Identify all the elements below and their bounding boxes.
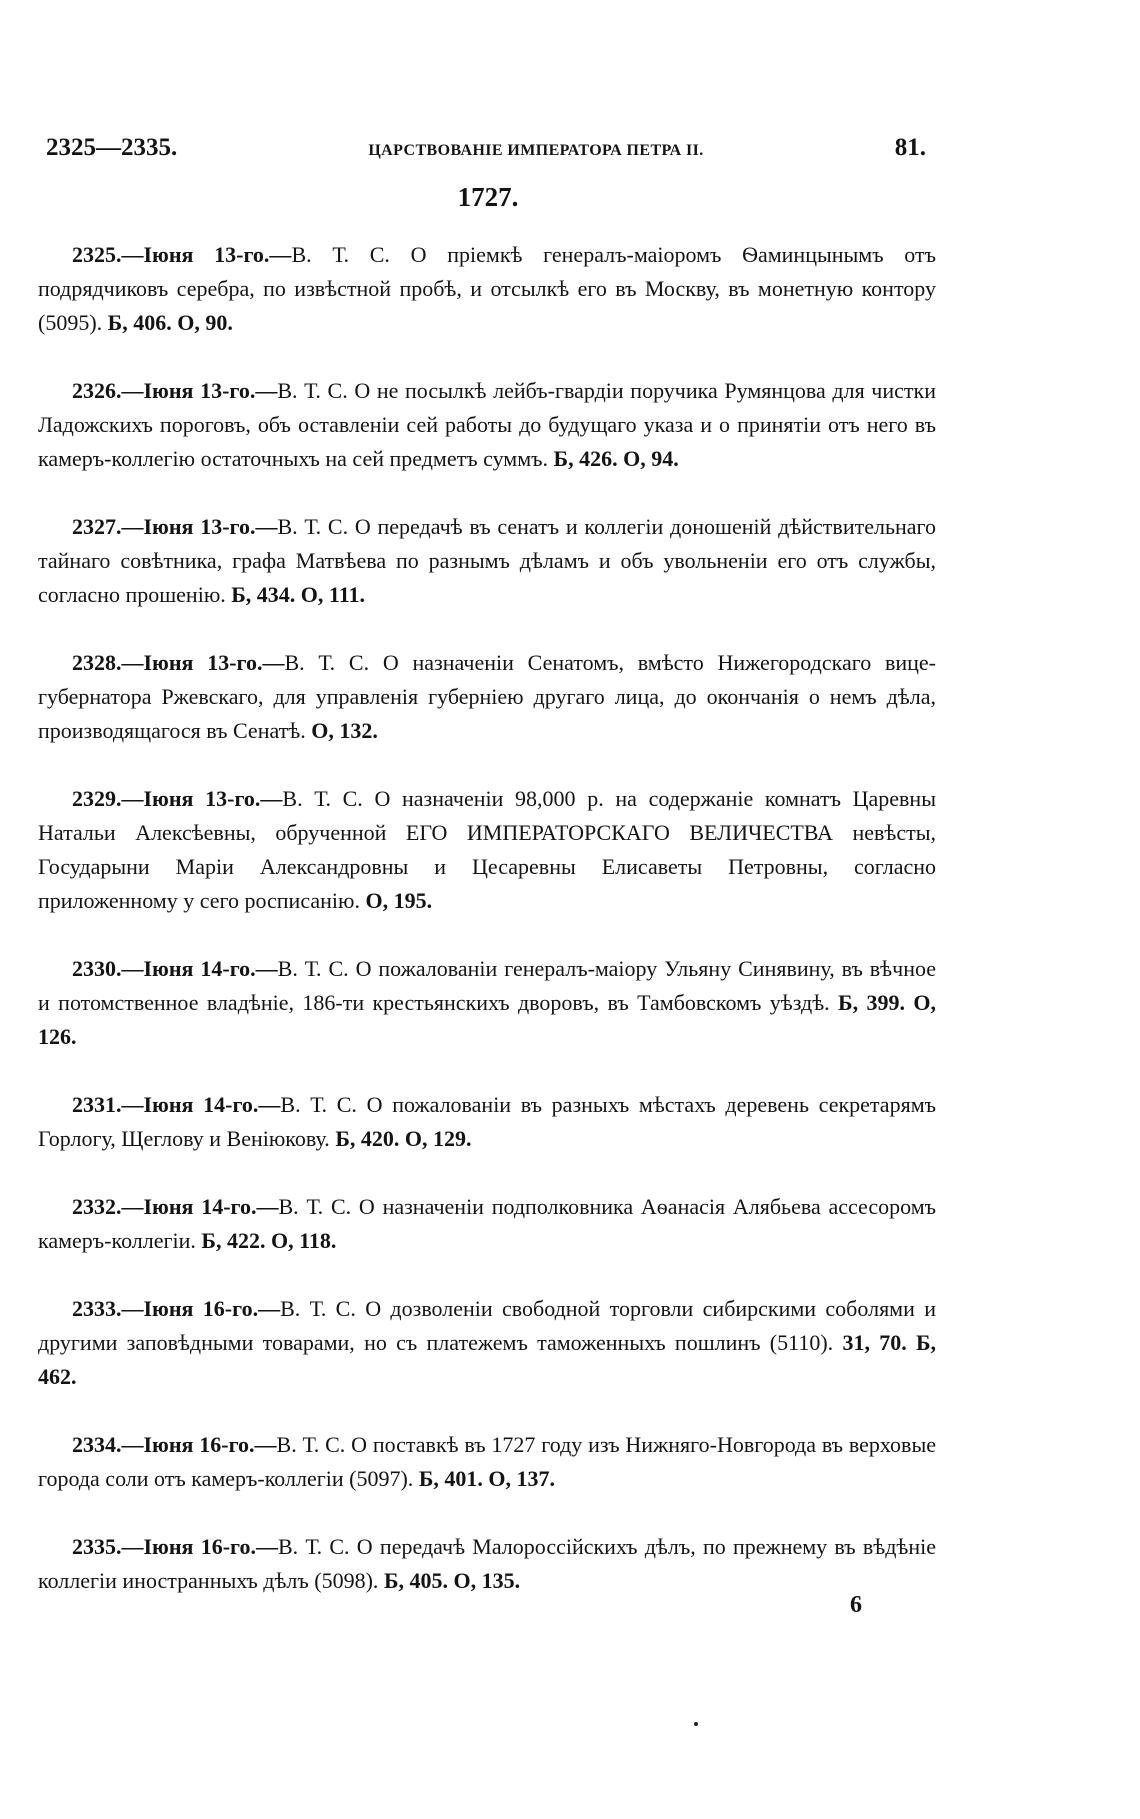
entry-text: О не посылкѣ лейбъ-гвардіи поручика Румянцова для чистки Ладожскихъ пороговъ, объ оставленіи сей работы до будущаго указа и о принятіи отъ него въ камеръ-коллегію остаточныхъ на сей предметъ суммъ. xyxy=(38,378,936,471)
entry-refs: Б, 426. О, 94. xyxy=(553,446,679,471)
entry-number: 2325. xyxy=(72,242,122,267)
entry-text: О пріемкѣ генералъ-маіоромъ Ѳаминцынымъ отъ подрядчиковъ серебра, по извѣстной пробѣ, и отсылкѣ его въ Москву, въ монетную контору (5095). xyxy=(38,242,937,335)
entry-source: В. Т. С. xyxy=(277,378,348,403)
entry-text: О поставкѣ въ 1727 году изъ Нижняго-Новгорода въ верховые города соли отъ камеръ-коллегіи (5097). xyxy=(38,1432,936,1491)
entry-refs: 31, 70. Б, 462. xyxy=(38,1330,937,1389)
entry-refs: Б, 422. О, 118. xyxy=(201,1228,337,1253)
entry-date: —Іюня 14-го.— xyxy=(121,1194,279,1219)
entry-text: О дозволеніи свободной торговли сибирскими соболями и другими заповѣдными товарами, но съ платежемъ таможенныхъ пошлинъ (5110). xyxy=(38,1296,936,1355)
entry-text: О пожалованіи генералъ-маіору Ульяну Синявину, въ вѣчное и потомственное владѣніе, 186-ти крестьянскихъ дворовъ, въ Тамбовскомъ уѣздѣ. xyxy=(38,956,936,1015)
entry-number: 2335. xyxy=(72,1534,122,1559)
entry-2333 xyxy=(38,1292,936,1394)
entry-2334 xyxy=(38,1428,936,1496)
entry-text: О назначеніи 98,000 р. на содержаніе комнатъ Царевны Натальи Алексѣевны, обрученной ЕГО ИМПЕРАТОРСКАГО ВЕЛИЧЕСТВА невѣсты, Государыни Маріи Александровны и Цесаревны Елисаветы Петровны, согласно приложенному у сего росписанію. xyxy=(38,786,936,913)
entry-source: В. Т. С. xyxy=(284,650,370,675)
entry-source: В. Т. С. xyxy=(277,956,349,981)
running-header xyxy=(46,134,926,168)
entry-text: О передачѣ Малороссійскихъ дѣлъ, по прежнему въ вѣдѣніе коллегіи иностранныхъ дѣлъ (5098). xyxy=(38,1534,937,1593)
entry-date: —Іюня 14-го.— xyxy=(121,956,278,981)
year-heading: 1727. xyxy=(457,182,519,212)
entry-source: В. Т. С. xyxy=(291,242,390,267)
entry-text: О пожалованіи въ разныхъ мѣстахъ деревень секретарямъ Горлогу, Щеглову и Веніюкову. xyxy=(38,1092,936,1151)
entry-date: —Іюня 16-го.— xyxy=(121,1296,281,1321)
entry-refs: О, 132. xyxy=(311,718,378,743)
signature-mark: 6 xyxy=(850,1592,862,1618)
entry-number: 2331. xyxy=(72,1092,122,1117)
entry-2327 xyxy=(38,510,936,612)
entry-source: В. Т. С. xyxy=(282,786,363,811)
entry-2335 xyxy=(38,1530,936,1598)
header-title: ЦАРСТВОВАНІЕ ИМПЕРАТОРА ПЕТРА II. xyxy=(368,142,704,159)
entry-source: В. Т. С. xyxy=(276,1432,346,1457)
print-speck xyxy=(694,1722,698,1726)
entry-number: 2330. xyxy=(72,956,122,981)
entry-source: В. Т. С. xyxy=(277,514,349,539)
entry-number: 2334. xyxy=(72,1432,122,1457)
entry-date: —Іюня 13-го.— xyxy=(121,786,283,811)
entry-text: О назначеніи подполковника Аѳанасія Алябьева ассесоромъ камеръ-коллегіи. xyxy=(38,1194,937,1253)
entry-text: О назначеніи Сенатомъ, вмѣсто Нижегородскаго вице-губернатора Ржевскаго, для управленія губерніею другаго лица, до окончанія о немъ дѣла, производящагося въ Сенатѣ. xyxy=(38,650,937,743)
entry-source: В. Т. С. xyxy=(280,1296,356,1321)
entry-date: —Іюня 13-го.— xyxy=(121,242,292,267)
entry-source: В. Т. С. xyxy=(280,1092,357,1117)
entry-number: 2326. xyxy=(72,378,122,403)
entry-2328 xyxy=(38,646,936,748)
entry-refs: Б, 420. О, 129. xyxy=(335,1126,472,1151)
entry-refs: Б, 405. О, 135. xyxy=(383,1568,521,1593)
page-number: 81. xyxy=(894,134,926,161)
entry-date: —Іюня 16-го.— xyxy=(121,1534,278,1559)
entry-date: —Іюня 13-го.— xyxy=(121,650,285,675)
entry-number: 2327. xyxy=(72,514,122,539)
entry-number: 2333. xyxy=(72,1296,122,1321)
entry-number: 2332. xyxy=(72,1194,122,1219)
entry-list xyxy=(38,238,936,1632)
entry-date: —Іюня 16-го.— xyxy=(121,1432,277,1457)
entry-source: В. Т. С. xyxy=(278,1194,352,1219)
entry-refs: О, 195. xyxy=(365,888,433,913)
entry-date: —Іюня 14-го.— xyxy=(121,1092,281,1117)
entry-2332 xyxy=(38,1190,936,1258)
entry-number: 2328. xyxy=(72,650,122,675)
entry-refs: Б, 434. О, 111. xyxy=(231,582,365,607)
entry-refs: Б, 401. О, 137. xyxy=(418,1466,555,1491)
entry-2330 xyxy=(38,952,936,1054)
entry-source: В. Т. С. xyxy=(277,1534,350,1559)
entry-number: 2329. xyxy=(72,786,122,811)
header-entry-range: 2325—2335. xyxy=(46,134,178,161)
entry-refs: Б, 399. О, 126. xyxy=(38,990,936,1049)
entry-date: —Іюня 13-го.— xyxy=(121,378,278,403)
entry-2329 xyxy=(38,782,936,918)
entry-2331 xyxy=(38,1088,936,1156)
entry-refs: Б, 406. О, 90. xyxy=(107,310,233,335)
entry-text: О передачѣ въ сенатъ и коллегіи доношеній дѣйствительнаго тайнаго совѣтника, графа Матвѣева по разнымъ дѣламъ и объ увольненіи его отъ службы, согласно прошенію. xyxy=(38,514,936,607)
entry-2326 xyxy=(38,374,936,476)
entry-2325 xyxy=(38,238,936,340)
entry-date: —Іюня 13-го.— xyxy=(121,514,278,539)
